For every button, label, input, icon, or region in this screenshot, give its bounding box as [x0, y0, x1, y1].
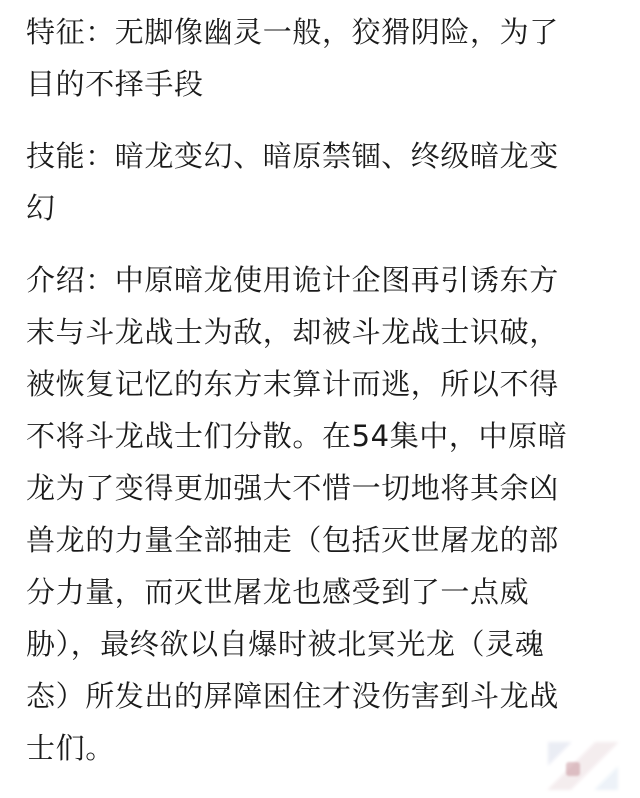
- text-line: 士们。: [26, 731, 115, 765]
- blurred-watermark-icon: [548, 742, 618, 790]
- paragraph-traits: [26, 6, 616, 110]
- text-line: 不将斗龙战士们分散。在54集中，中原暗: [26, 419, 568, 453]
- text-line: 幻: [26, 191, 56, 225]
- text-line: 兽龙的力量全部抽走（包括灭世屠龙的部: [26, 523, 559, 557]
- text-line: 态）所发出的屏障困住才没伤害到斗龙战: [26, 679, 559, 713]
- text-line: 龙为了变得更加强大不惜一切地将其余凶: [26, 471, 559, 505]
- watermark-mark-icon: [566, 762, 580, 776]
- text-line: 目的不择手段: [26, 67, 204, 101]
- text-line: 末与斗龙战士为敌，却被斗龙战士识破，: [26, 315, 559, 349]
- paragraph-skills: [26, 130, 616, 234]
- text-line: 特征：无脚像幽灵一般，狡猾阴险，为了: [26, 15, 559, 49]
- text-line: 被恢复记忆的东方末算计而逃，所以不得: [26, 367, 559, 401]
- paragraph-introduction: [26, 254, 616, 774]
- text-line: 技能：暗龙变幻、暗原禁锢、终级暗龙变: [26, 139, 559, 173]
- text-line: 分力量，而灭世屠龙也感受到了一点威: [26, 575, 530, 609]
- text-line: 胁），最终欲以自爆时被北冥光龙（灵魂: [26, 627, 545, 661]
- article-body: [26, 6, 616, 794]
- text-line: 介绍：中原暗龙使用诡计企图再引诱东方: [26, 263, 559, 297]
